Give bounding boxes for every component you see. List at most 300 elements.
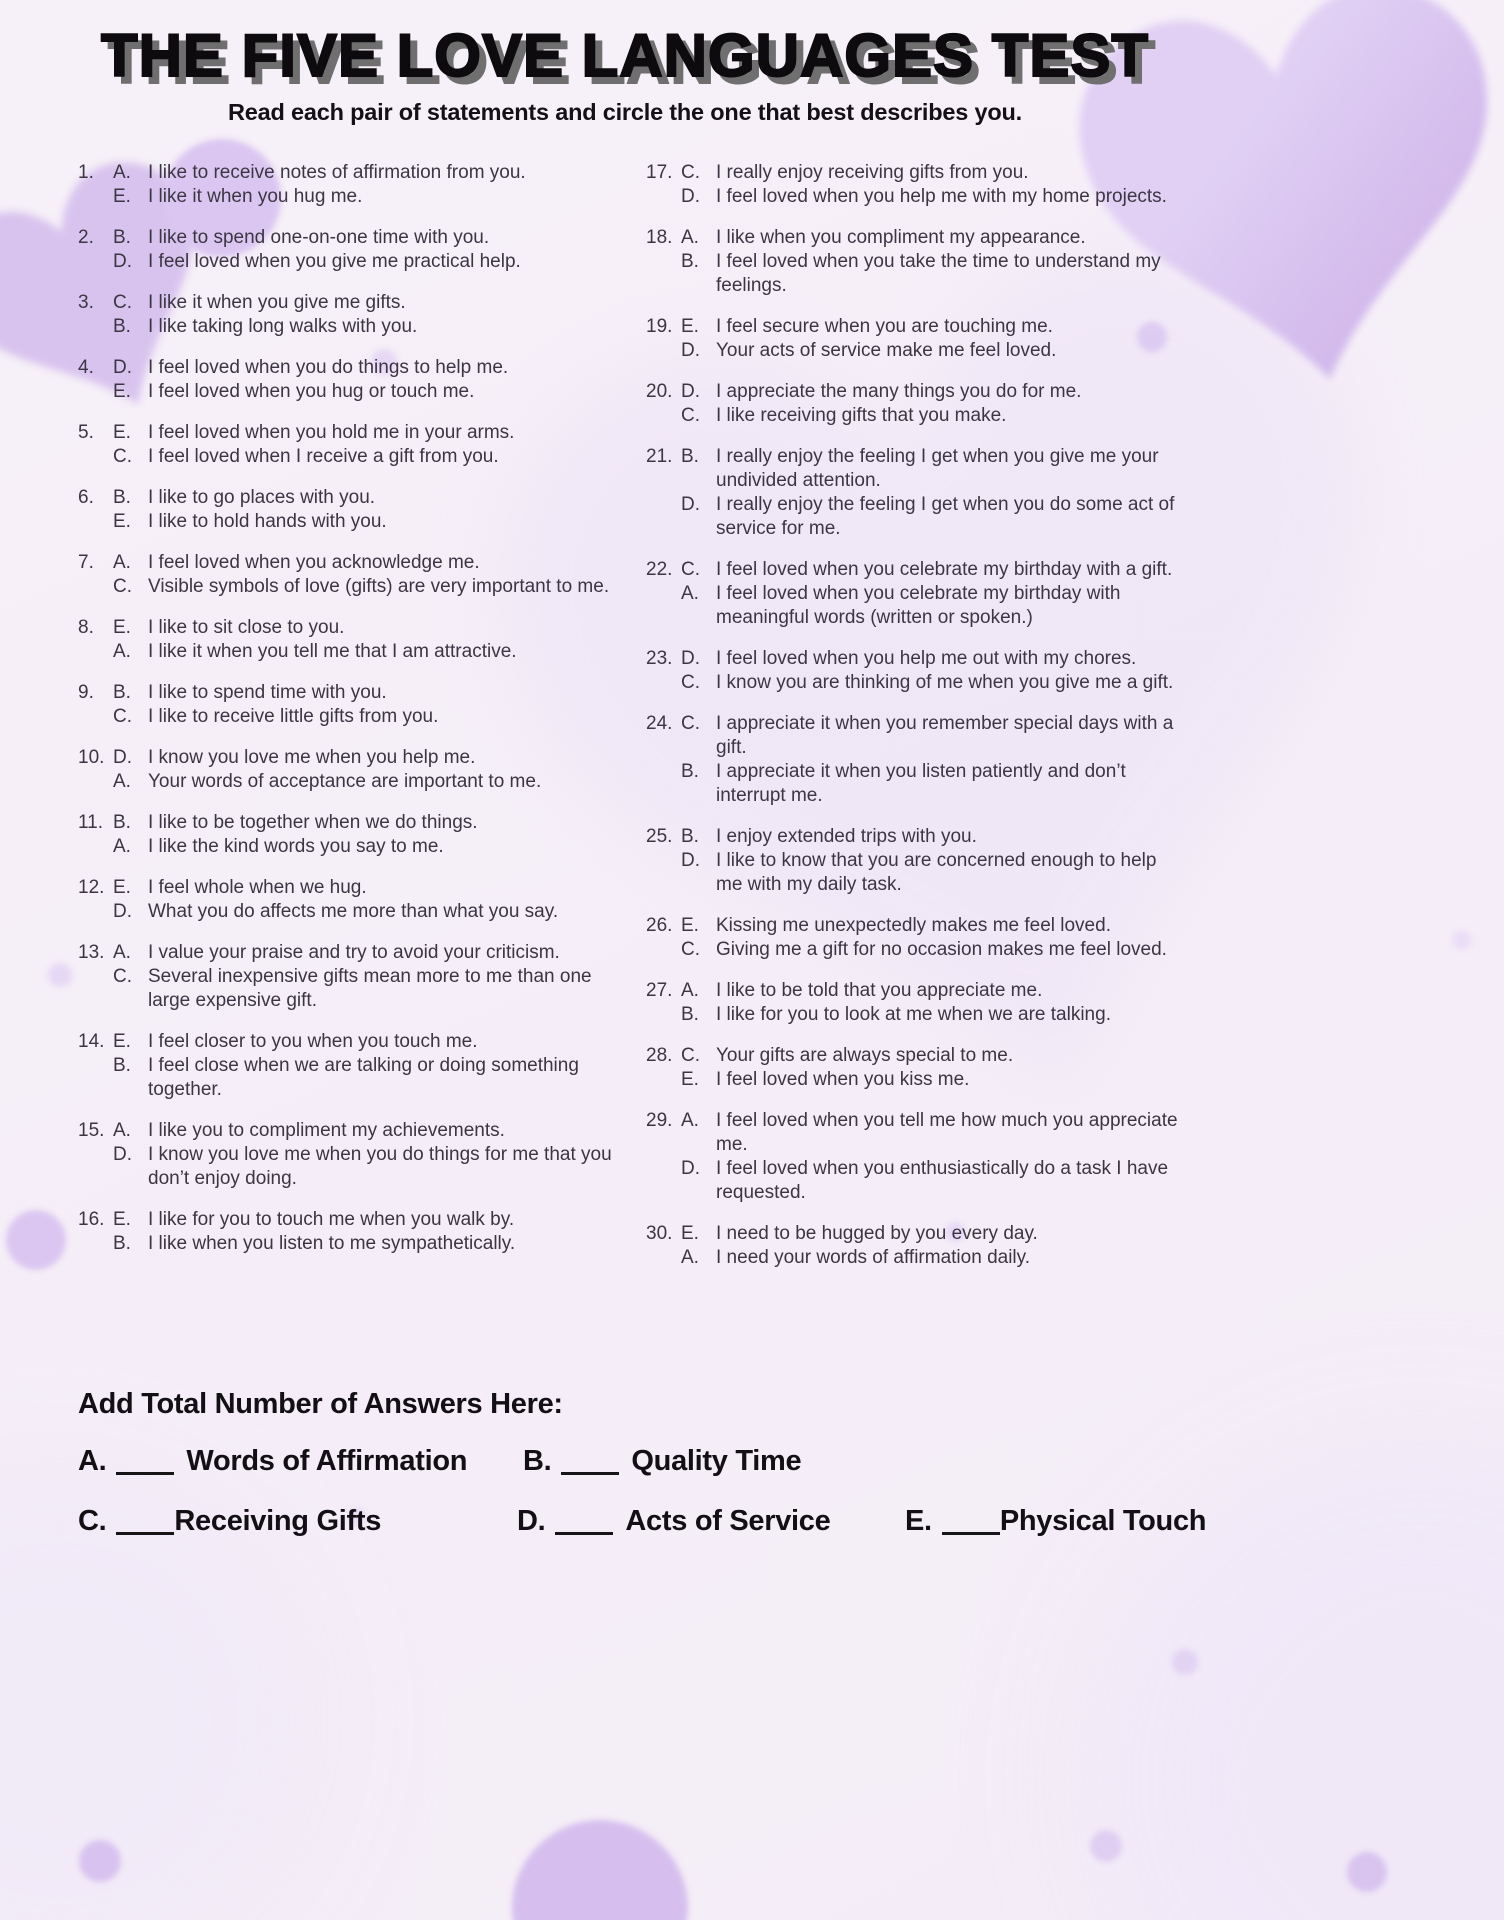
- option-letter: E.: [681, 316, 699, 337]
- option-letter: A.: [681, 227, 699, 248]
- option-text: I feel loved when you do things to help me.: [148, 357, 509, 378]
- option-letter: A.: [113, 641, 131, 662]
- option-text: I like it when you tell me that I am attractive.: [148, 641, 517, 662]
- blob-decoration: [512, 1820, 688, 1920]
- option-letter: E.: [113, 1209, 131, 1230]
- option-letter: A.: [113, 1120, 131, 1141]
- question-number: 14.: [78, 1031, 105, 1052]
- question-options: [113, 226, 618, 274]
- question-options: [113, 1030, 618, 1102]
- page-title: THE FIVE LOVE LANGUAGES TEST THE FIVE LOVE LANGUAGES TEST: [101, 24, 1149, 87]
- question-number: 8.: [78, 617, 94, 638]
- question-number: 12.: [78, 877, 105, 898]
- question-option[interactable]: [681, 760, 1181, 808]
- option-text: I like when you listen to me sympathetically.: [148, 1233, 516, 1254]
- question-options: [113, 1208, 618, 1256]
- question-option[interactable]: [681, 979, 1181, 1003]
- option-text: I really enjoy the feeling I get when you do some act of service for me.: [716, 494, 1175, 539]
- question-option[interactable]: [681, 1157, 1181, 1205]
- option-letter: B.: [681, 251, 699, 272]
- option-text: I feel loved when you kiss me.: [716, 1069, 970, 1090]
- question-options: [113, 681, 618, 729]
- question-number: 17.: [646, 162, 673, 183]
- option-text: Giving me a gift for no occasion makes me feel loved.: [716, 939, 1167, 960]
- option-letter: E.: [113, 422, 131, 443]
- option-letter: B.: [681, 446, 699, 467]
- question-number: 20.: [646, 381, 673, 402]
- totals-section: [78, 1388, 1470, 1565]
- question-item: [78, 876, 618, 924]
- questions-column-left: [78, 161, 618, 1273]
- option-letter: C.: [113, 576, 132, 597]
- option-text: I like to sit close to you.: [148, 617, 345, 638]
- option-letter: D.: [113, 747, 132, 768]
- question-item: [78, 291, 618, 339]
- question-number: 15.: [78, 1120, 105, 1141]
- question-option[interactable]: [113, 551, 618, 575]
- total-letter: D.: [517, 1505, 546, 1537]
- question-number: 4.: [78, 357, 94, 378]
- option-text: I feel whole when we hug.: [148, 877, 367, 898]
- question-options: [113, 356, 618, 404]
- question-option[interactable]: [113, 356, 618, 380]
- total-item: [78, 1505, 517, 1538]
- option-letter: C.: [681, 939, 700, 960]
- question-item: [78, 1208, 618, 1256]
- question-option[interactable]: [681, 1068, 1181, 1092]
- question-options: [681, 647, 1181, 695]
- question-option[interactable]: [113, 421, 618, 445]
- question-option[interactable]: [113, 681, 618, 705]
- question-option[interactable]: [113, 616, 618, 640]
- option-text: I like to hold hands with you.: [148, 511, 387, 532]
- totals-row: [78, 1445, 1470, 1478]
- option-letter: A.: [113, 552, 131, 573]
- question-item: [78, 551, 618, 599]
- question-options: [681, 1044, 1181, 1092]
- question-option[interactable]: [681, 493, 1181, 541]
- question-item: [646, 161, 1181, 209]
- option-letter: B.: [113, 812, 131, 833]
- option-text: I feel loved when you hold me in your arms.: [148, 422, 515, 443]
- option-text: I appreciate the many things you do for me.: [716, 381, 1082, 402]
- option-text: I like to know that you are concerned enough to help me with my daily task.: [716, 850, 1157, 895]
- question-number: 2.: [78, 227, 94, 248]
- question-options: [113, 746, 618, 794]
- option-text: I feel loved when you celebrate my birthday with meaningful words (written or spoken.): [716, 583, 1121, 628]
- question-item: [646, 647, 1181, 695]
- question-number: 30.: [646, 1223, 673, 1244]
- question-options: [681, 825, 1181, 897]
- option-letter: E.: [113, 1031, 131, 1052]
- question-option[interactable]: [113, 705, 618, 729]
- option-text: I like it when you give me gifts.: [148, 292, 406, 313]
- option-letter: E.: [681, 1223, 699, 1244]
- question-number: 23.: [646, 648, 673, 669]
- question-option[interactable]: [113, 185, 618, 209]
- question-item: [646, 979, 1181, 1027]
- question-option[interactable]: [113, 161, 618, 185]
- question-options: [681, 979, 1181, 1027]
- question-option[interactable]: [113, 226, 618, 250]
- option-text: Your words of acceptance are important to me.: [148, 771, 542, 792]
- question-item: [646, 1044, 1181, 1092]
- option-text: I like it when you hug me.: [148, 186, 363, 207]
- option-letter: D.: [681, 381, 700, 402]
- option-letter: D.: [113, 901, 132, 922]
- question-options: [681, 1109, 1181, 1205]
- option-text: I like taking long walks with you.: [148, 316, 418, 337]
- option-text: I enjoy extended trips with you.: [716, 826, 977, 847]
- question-option[interactable]: [681, 1003, 1181, 1027]
- option-text: I like to go places with you.: [148, 487, 376, 508]
- question-number: 28.: [646, 1045, 673, 1066]
- blob-decoration: [79, 1840, 121, 1882]
- question-item: [78, 356, 618, 404]
- total-item: [905, 1505, 1206, 1538]
- option-letter: D.: [681, 648, 700, 669]
- question-option[interactable]: [681, 226, 1181, 250]
- total-blank[interactable]: [116, 1518, 174, 1535]
- question-number: 13.: [78, 942, 105, 963]
- blob-decoration: [1347, 1852, 1387, 1892]
- question-option[interactable]: [681, 161, 1181, 185]
- option-text: I like for you to look at me when we are talking.: [716, 1004, 1111, 1025]
- question-options: [113, 1119, 618, 1191]
- option-text: I feel loved when you help me with my home projects.: [716, 186, 1167, 207]
- option-text: I know you love me when you help me.: [148, 747, 476, 768]
- question-option[interactable]: [681, 938, 1181, 962]
- option-text: I like to be together when we do things.: [148, 812, 478, 833]
- question-number: 26.: [646, 915, 673, 936]
- question-option[interactable]: [113, 250, 618, 274]
- option-letter: B.: [113, 682, 131, 703]
- question-item: [78, 421, 618, 469]
- question-option[interactable]: [681, 1222, 1181, 1246]
- question-options: [681, 161, 1181, 209]
- option-text: I really enjoy the feeling I get when you give me your undivided attention.: [716, 446, 1159, 491]
- question-option[interactable]: [113, 380, 618, 404]
- header: [20, 24, 1230, 126]
- option-text: I feel secure when you are touching me.: [716, 316, 1053, 337]
- question-options: [113, 616, 618, 664]
- option-text: I like for you to touch me when you walk by.: [148, 1209, 515, 1230]
- option-letter: E.: [113, 877, 131, 898]
- option-text: I like to receive notes of affirmation from you.: [148, 162, 526, 183]
- question-item: [78, 1119, 618, 1191]
- question-option[interactable]: [681, 671, 1181, 695]
- option-letter: C.: [113, 706, 132, 727]
- total-letter: B.: [523, 1445, 552, 1477]
- question-number: 19.: [646, 316, 673, 337]
- option-letter: E.: [113, 381, 131, 402]
- option-text: I feel loved when you enthusiastically do a task I have requested.: [716, 1158, 1169, 1203]
- question-option[interactable]: [681, 1044, 1181, 1068]
- total-item: [523, 1445, 801, 1478]
- option-letter: B.: [113, 487, 131, 508]
- question-option[interactable]: [681, 825, 1181, 849]
- question-number: 5.: [78, 422, 94, 443]
- option-text: Your acts of service make me feel loved.: [716, 340, 1057, 361]
- question-options: [681, 226, 1181, 298]
- question-number: 24.: [646, 713, 673, 734]
- question-option[interactable]: [681, 185, 1181, 209]
- question-option[interactable]: [681, 445, 1181, 493]
- question-option[interactable]: [681, 380, 1181, 404]
- option-letter: B.: [681, 826, 699, 847]
- question-options: [681, 914, 1181, 962]
- question-option[interactable]: [113, 900, 618, 924]
- blob-decoration: [1090, 1830, 1122, 1862]
- option-text: I like to be told that you appreciate me.: [716, 980, 1043, 1001]
- question-options: [113, 421, 618, 469]
- question-number: 9.: [78, 682, 94, 703]
- option-letter: D.: [113, 251, 132, 272]
- option-letter: B.: [113, 227, 131, 248]
- option-letter: E.: [681, 1069, 699, 1090]
- question-item: [646, 226, 1181, 298]
- question-option[interactable]: [113, 510, 618, 534]
- option-letter: D.: [681, 340, 700, 361]
- question-option[interactable]: [113, 1232, 618, 1256]
- question-item: [78, 161, 618, 209]
- option-letter: D.: [681, 494, 700, 515]
- question-option[interactable]: [681, 712, 1181, 760]
- total-label: Words of Affirmation: [186, 1445, 468, 1477]
- question-options: [113, 486, 618, 534]
- blob-decoration: [1452, 930, 1472, 950]
- question-option[interactable]: [681, 849, 1181, 897]
- question-option[interactable]: [681, 315, 1181, 339]
- option-letter: A.: [681, 583, 699, 604]
- option-letter: D.: [681, 186, 700, 207]
- questions-column-right: [646, 161, 1181, 1287]
- total-letter: E.: [905, 1505, 932, 1537]
- option-letter: C.: [113, 292, 132, 313]
- question-option[interactable]: [113, 1119, 618, 1143]
- question-number: 27.: [646, 980, 673, 1001]
- option-text: I appreciate it when you listen patiently and don’t interrupt me.: [716, 761, 1126, 806]
- option-letter: C.: [681, 559, 700, 580]
- option-letter: C.: [113, 966, 132, 987]
- total-item: [517, 1505, 905, 1538]
- blob-decoration: [1172, 1649, 1198, 1675]
- option-letter: B.: [681, 761, 699, 782]
- question-option[interactable]: [113, 770, 618, 794]
- question-item: [646, 825, 1181, 897]
- question-options: [681, 380, 1181, 428]
- option-text: I like to spend one-on-one time with you.: [148, 227, 490, 248]
- question-item: [78, 486, 618, 534]
- option-letter: B.: [113, 1055, 131, 1076]
- option-letter: C.: [681, 162, 700, 183]
- question-options: [113, 291, 618, 339]
- question-option[interactable]: [681, 1109, 1181, 1157]
- question-item: [646, 914, 1181, 962]
- option-text: What you do affects me more than what you say.: [148, 901, 559, 922]
- question-option[interactable]: [681, 250, 1181, 298]
- question-item: [78, 681, 618, 729]
- total-blank[interactable]: [555, 1518, 613, 1535]
- question-number: 16.: [78, 1209, 105, 1230]
- question-options: [113, 161, 618, 209]
- question-item: [646, 1222, 1181, 1270]
- total-letter: C.: [78, 1505, 107, 1537]
- question-number: 21.: [646, 446, 673, 467]
- question-option[interactable]: [113, 1054, 618, 1102]
- question-option[interactable]: [681, 1246, 1181, 1270]
- question-option[interactable]: [113, 1208, 618, 1232]
- question-option[interactable]: [113, 746, 618, 770]
- option-letter: A.: [681, 980, 699, 1001]
- option-letter: A.: [681, 1110, 699, 1131]
- option-letter: C.: [681, 1045, 700, 1066]
- option-text: I feel loved when you help me out with my chores.: [716, 648, 1137, 669]
- question-number: 10.: [78, 747, 105, 768]
- question-number: 25.: [646, 826, 673, 847]
- option-text: I like receiving gifts that you make.: [716, 405, 1007, 426]
- question-options: [113, 811, 618, 859]
- question-option[interactable]: [113, 575, 618, 599]
- question-item: [78, 941, 618, 1013]
- option-text: I feel loved when you tell me how much you appreciate me.: [716, 1110, 1178, 1155]
- option-letter: C.: [681, 713, 700, 734]
- question-options: [681, 712, 1181, 808]
- option-letter: A.: [113, 942, 131, 963]
- total-blank[interactable]: [942, 1518, 1000, 1535]
- question-number: 1.: [78, 162, 94, 183]
- option-letter: E.: [113, 186, 131, 207]
- page-subtitle: Read each pair of statements and circle the one that best describes you.: [228, 99, 1022, 125]
- question-number: 18.: [646, 227, 673, 248]
- option-letter: C.: [113, 446, 132, 467]
- option-letter: D.: [113, 357, 132, 378]
- option-letter: B.: [113, 1233, 131, 1254]
- total-blank[interactable]: [561, 1458, 619, 1475]
- question-option[interactable]: [113, 486, 618, 510]
- question-options: [681, 558, 1181, 630]
- question-item: [646, 380, 1181, 428]
- option-text: I know you are thinking of me when you give me a gift.: [716, 672, 1174, 693]
- question-number: 7.: [78, 552, 94, 573]
- option-text: I know you love me when you do things for me that you don’t enjoy doing.: [148, 1144, 612, 1189]
- question-item: [646, 315, 1181, 363]
- option-text: I value your praise and try to avoid your criticism.: [148, 942, 560, 963]
- option-letter: A.: [113, 162, 131, 183]
- question-option[interactable]: [113, 876, 618, 900]
- option-letter: A.: [113, 836, 131, 857]
- question-option[interactable]: [681, 558, 1181, 582]
- option-text: Visible symbols of love (gifts) are very important to me.: [148, 576, 610, 597]
- option-text: I feel closer to you when you touch me.: [148, 1031, 478, 1052]
- option-letter: E.: [113, 511, 131, 532]
- total-item: [78, 1445, 523, 1478]
- question-option[interactable]: [113, 640, 618, 664]
- option-text: Your gifts are always special to me.: [716, 1045, 1014, 1066]
- question-option[interactable]: [681, 404, 1181, 428]
- option-text: I appreciate it when you remember special days with a gift.: [716, 713, 1174, 758]
- question-option[interactable]: [113, 1143, 618, 1191]
- question-item: [78, 811, 618, 859]
- option-letter: D.: [681, 1158, 700, 1179]
- question-option[interactable]: [113, 835, 618, 859]
- total-label: Acts of Service: [625, 1505, 831, 1537]
- question-option[interactable]: [681, 582, 1181, 630]
- question-number: 6.: [78, 487, 94, 508]
- question-number: 11.: [78, 812, 104, 833]
- total-label: Receiving Gifts: [174, 1505, 382, 1537]
- question-item: [78, 616, 618, 664]
- question-number: 22.: [646, 559, 673, 580]
- option-text: Several inexpensive gifts mean more to me than one large expensive gift.: [148, 966, 592, 1011]
- question-option[interactable]: [113, 965, 618, 1013]
- question-options: [113, 941, 618, 1013]
- option-text: I need your words of affirmation daily.: [716, 1247, 1031, 1268]
- question-item: [646, 445, 1181, 541]
- question-option[interactable]: [113, 811, 618, 835]
- question-option[interactable]: [681, 914, 1181, 938]
- option-text: I feel loved when you acknowledge me.: [148, 552, 480, 573]
- question-option[interactable]: [113, 291, 618, 315]
- option-letter: E.: [113, 617, 131, 638]
- question-options: [681, 445, 1181, 541]
- option-text: Kissing me unexpectedly makes me feel loved.: [716, 915, 1111, 936]
- question-option[interactable]: [681, 647, 1181, 671]
- option-text: I feel loved when you take the time to understand my feelings.: [716, 251, 1161, 296]
- option-letter: A.: [113, 771, 131, 792]
- question-item: [78, 1030, 618, 1102]
- option-letter: D.: [681, 850, 700, 871]
- option-text: I feel loved when you celebrate my birthday with a gift.: [716, 559, 1173, 580]
- option-letter: D.: [113, 1144, 132, 1165]
- option-text: I feel loved when you hug or touch me.: [148, 381, 475, 402]
- question-item: [78, 226, 618, 274]
- option-text: I like when you compliment my appearance.: [716, 227, 1086, 248]
- option-text: I like the kind words you say to me.: [148, 836, 444, 857]
- question-option[interactable]: [113, 941, 618, 965]
- question-option[interactable]: [113, 315, 618, 339]
- question-option[interactable]: [113, 1030, 618, 1054]
- question-options: [113, 876, 618, 924]
- option-text: I like to spend time with you.: [148, 682, 387, 703]
- question-options: [681, 1222, 1181, 1270]
- question-item: [646, 558, 1181, 630]
- option-text: I feel loved when I receive a gift from you.: [148, 446, 499, 467]
- option-text: I need to be hugged by you every day.: [716, 1223, 1038, 1244]
- blob-decoration: [6, 1210, 66, 1270]
- option-letter: E.: [681, 915, 699, 936]
- totals-heading: Add Total Number of Answers Here:: [78, 1388, 563, 1420]
- option-text: I feel loved when you give me practical help.: [148, 251, 521, 272]
- question-number: 29.: [646, 1110, 673, 1131]
- question-item: [646, 712, 1181, 808]
- total-letter: A.: [78, 1445, 107, 1477]
- option-text: I really enjoy receiving gifts from you.: [716, 162, 1029, 183]
- total-label: Quality Time: [631, 1445, 802, 1477]
- option-text: I like to receive little gifts from you.: [148, 706, 439, 727]
- question-item: [78, 746, 618, 794]
- question-number: 3.: [78, 292, 94, 313]
- option-text: I like you to compliment my achievements.: [148, 1120, 505, 1141]
- total-blank[interactable]: [116, 1458, 174, 1475]
- option-letter: C.: [681, 405, 700, 426]
- question-item: [646, 1109, 1181, 1205]
- blob-decoration: [48, 963, 72, 987]
- question-option[interactable]: [681, 339, 1181, 363]
- option-text: I feel close when we are talking or doing something together.: [148, 1055, 579, 1100]
- question-option[interactable]: [113, 445, 618, 469]
- option-letter: B.: [681, 1004, 699, 1025]
